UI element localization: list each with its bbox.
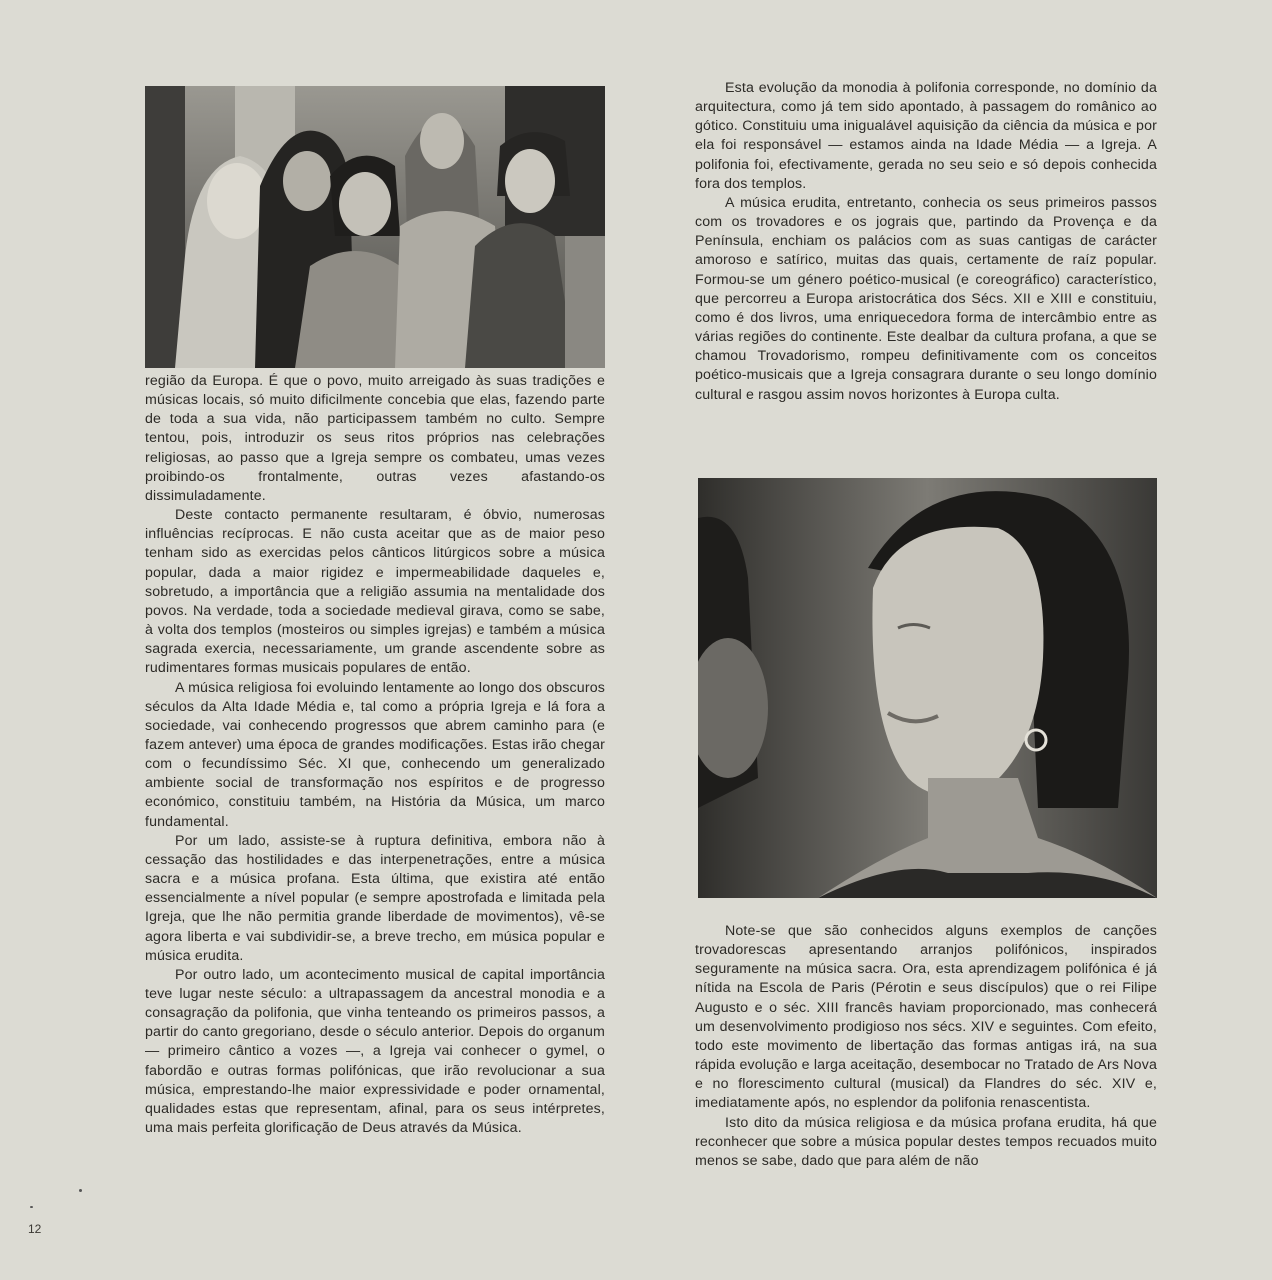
paper-speck (30, 1206, 33, 1208)
left-column-text (145, 372, 605, 1138)
photo-group-of-women (145, 86, 605, 368)
right-column-bottom-text (695, 922, 1157, 1171)
paragraph: Deste contacto permanente resultaram, é óbvio, numerosas influências recíprocas. E não custa aceitar que as de maior peso tenham sido as exercidas pelos cânticos litúrgicos sobre a música popular, dada a maior rigidez e impermeabilidade daqueles e, sobretudo, a importância que a religião assumia na mentalidade dos povos. Na verdade, toda a sociedade medieval girava, como se sabe, à volta dos templos (mosteiros ou simples igrejas) e também a música sagrada exercia, necessariamente, um grande ascendente sobre as rudimentares formas musicais populares de então. (145, 507, 605, 677)
paragraph: Por um lado, assiste-se à ruptura definitiva, embora não à cessação das hostilidades e das interpenetrações, entre a música sacra e a música profana. Esta última, que existira até então essencialmente a nível popular (e sempre apostrofada e limitada pela Igreja, que lhe não permitia grande liberdade de movimentos), vê-se agora liberta e vai subdividir-se, a breve trecho, em música popular e música erudita. (145, 832, 605, 964)
paragraph: Esta evolução da monodia à polifonia corresponde, no domínio da arquitectura, como já tem sido apontado, à passagem do românico ao gótico. Constituiu uma inigualável aquisição da ciência da música e por ela foi responsável — estamos ainda na Idade Média — a Igreja. A polifonia foi, efectivamente, gerada no seu seio e só depois conhecida fora dos templos. (695, 80, 1157, 192)
paragraph: Isto dito da música religiosa e da música profana erudita, há que reconhecer que sobre a música popular destes tempos recuados muito menos se sabe, dado que para além de não (695, 1114, 1157, 1169)
paragraph: A música religiosa foi evoluindo lentamente ao longo dos obscuros séculos da Alta Idade Média e, tal como a própria Igreja e lá fora a sociedade, vai conhecendo progressos que abrem caminho para (e fazem antever) uma época de grandes modificações. Estas irão chegar com o fecundíssimo Séc. XI que, conhecendo um generalizado ambiente social de transformação nos espíritos e de progresso económico, constituiu também, na História da Música, um marco fundamental. (145, 679, 605, 830)
right-column-top-text (695, 79, 1157, 405)
photo-group-illustration (145, 86, 605, 368)
paragraph: A música erudita, entretanto, conhecia os seus primeiros passos com os trovadores e os jograis que, partindo da Provença e da Península, enchiam os palácios com as suas cantigas de carácter amoroso e satírico, muitas das quais, certamente de raíz popular. Formou-se um género poético-musical (e coreográfico) característico, que percorreu a Europa aristocrática dos Sécs. XII e XIII e constituiu, como é dos livros, uma enriquecedora forma de intercâmbio entre as várias regiões do continente. Este dealbar da cultura profana, a que se chamou Trovadorismo, rompeu definitivamente com os conceitos poético-musicais que a Igreja consagrara durante o seu longo domínio cultural e rasgou assim novos horizontes à Europa culta. (695, 194, 1157, 403)
paragraph: Note-se que são conhecidos alguns exemplos de canções trovadorescas apresentando arranjos polifónicos, inspirados seguramente na música sacra. Ora, esta aprendizagem polifónica é já nítida na Escola de Paris (Pérotin e seus discípulos) que o rei Filipe Augusto e o séc. XIII francês haviam proporcionado, mas conhecerá um desenvolvimento prodigioso nos sécs. XIV e seguintes. Com efeito, todo este movimento de libertação das formas antigas irá, na sua rápida evolução e larga aceitação, desembocar no Tratado de Ars Nova e no florescimento cultural (musical) da Flandres do séc. XIV e, imediatamente após, no esplendor da polifonia renascentista. (695, 923, 1157, 1112)
paragraph: região da Europa. É que o povo, muito arreigado às suas tradições e músicas locais, só muito dificilmente concebia que elas, fazendo parte de toda a sua vida, não participassem também no culto. Sempre tentou, pois, introduzir os seus ritos próprios nas celebrações religiosas, ao passo que a Igreja sempre os combateu, umas vezes proibindo-os frontalmente, outras vezes afastando-os dissimuladamente. (145, 373, 605, 504)
page-number: 12 (28, 1222, 42, 1236)
photo-portrait-woman (698, 478, 1157, 898)
paragraph: Por outro lado, um acontecimento musical de capital importância teve lugar neste século: a ultrapassagem da ancestral monodia e a consagração da polifonia, que vinha tenteando os primeiros passos, a partir do canto gregoriano, desde o século anterior. Depois do organum — primeiro cântico a vozes —, a Igreja vai conhecer o gymel, o fabordão e outras formas polifónicas, que irão revolucionar a sua música, emprestando-lhe maior expressividade e poder ornamental, qualidades estas que representam, afinal, para os seus intérpretes, uma mais perfeita glorificação de Deus através da Música. (145, 966, 605, 1137)
photo-portrait-illustration (698, 478, 1157, 898)
paper-speck (79, 1189, 82, 1192)
